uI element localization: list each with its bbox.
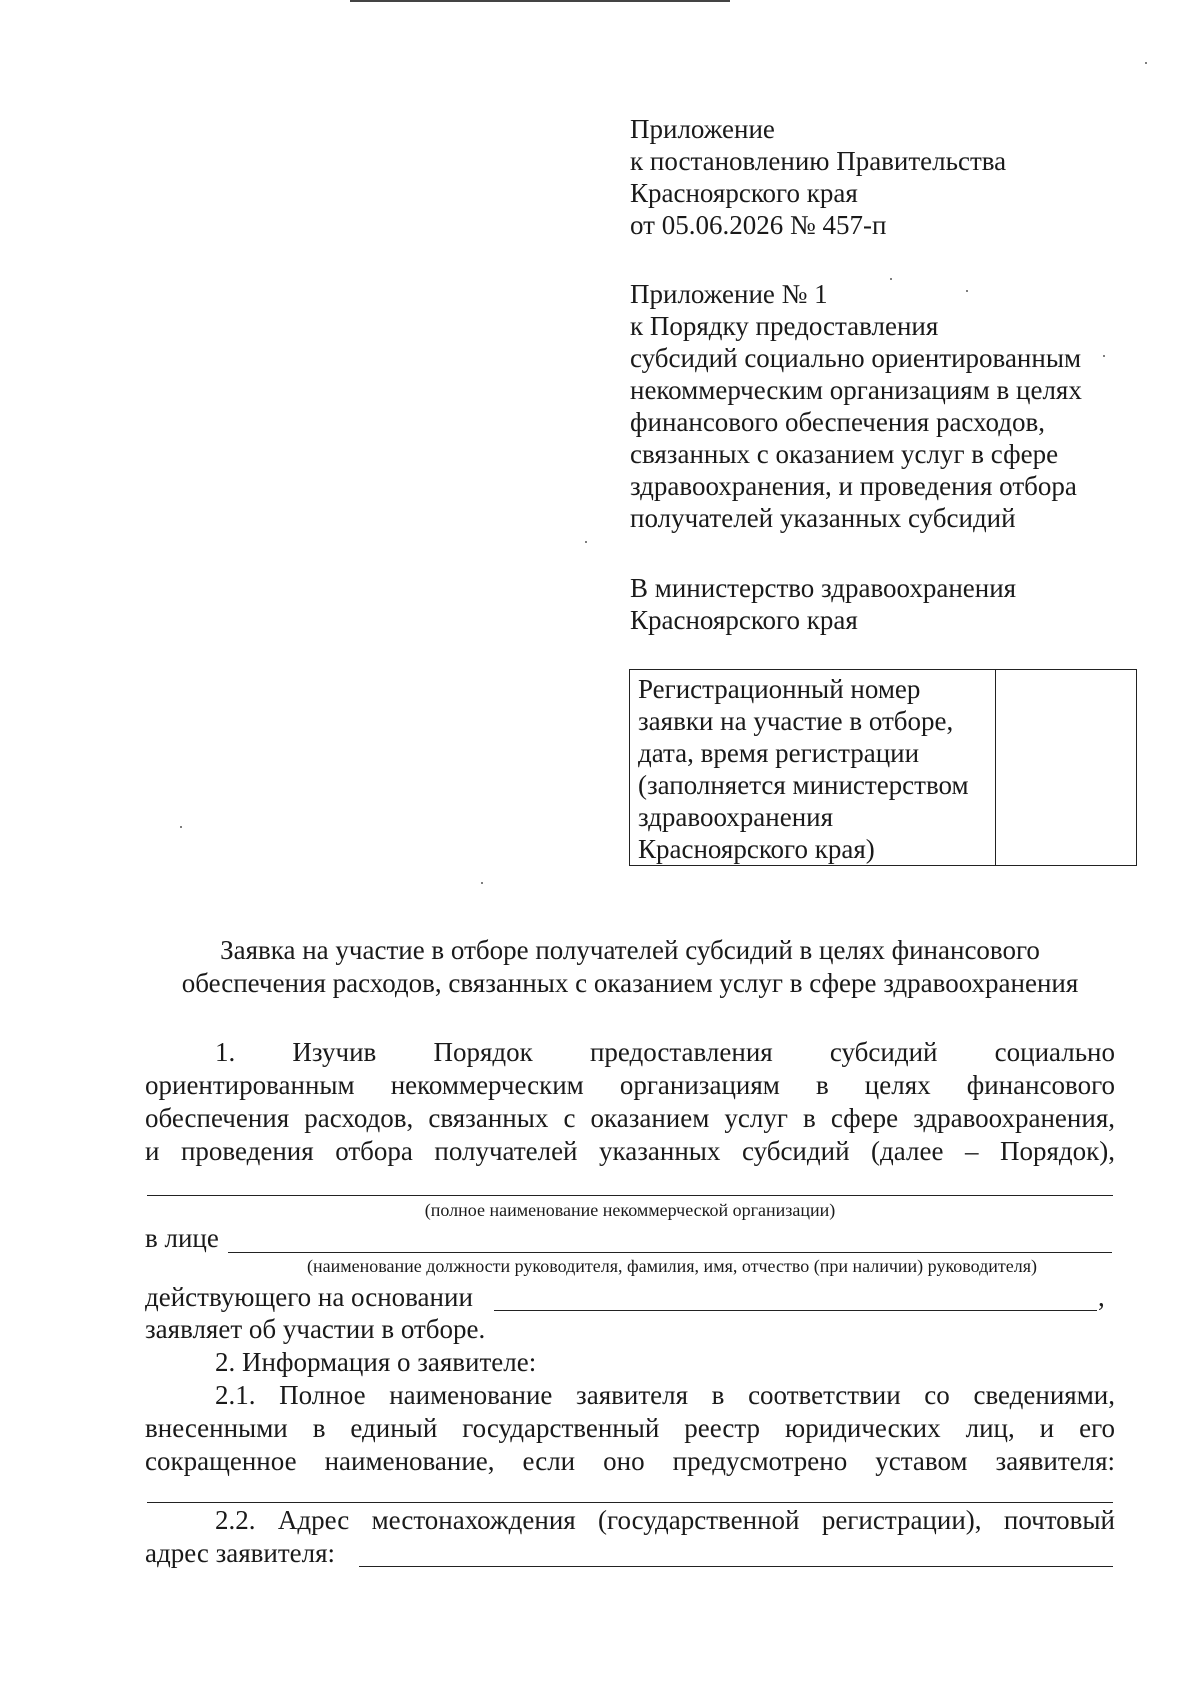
application-title-line-1: Заявка на участие в отборе получателей субсидий в целях финансового (220, 935, 1040, 965)
section1-line: и проведения отбора получателей указанных субсидий (далее – Порядок), (145, 1136, 1115, 1166)
basis-comma: , (1098, 1282, 1105, 1312)
scan-speck (1145, 62, 1147, 64)
application-title-line-2: обеспечения расходов, связанных с оказанием услуг в сфере здравоохранения (181, 968, 1079, 998)
registration-label-line: (заполняется министерством (638, 770, 969, 800)
scan-speck (481, 882, 483, 884)
head-name-caption: (наименование должности руководителя, фамилия, имя, отчество (при наличии) руководителя) (306, 1256, 1038, 1276)
registration-label (630, 670, 996, 865)
scan-speck (890, 278, 892, 280)
appendix-header-line: к постановлению Правительства (630, 146, 1007, 176)
appendix-header-line: от 05.06.2026 № 457-п (630, 210, 887, 240)
registration-number-box (629, 669, 1137, 866)
section1-line: ориентированным некоммерческим организациям в целях финансового (145, 1070, 1115, 1100)
basis-label: действующего на основании (145, 1282, 473, 1312)
registration-label-line: Красноярского края) (638, 834, 875, 864)
address-field[interactable] (359, 1566, 1113, 1567)
org-name-field[interactable] (147, 1195, 1113, 1196)
scan-speck (966, 290, 968, 292)
page-top-edge (350, 0, 730, 2)
item21-line: 2.1. Полное наименование заявителя в соответствии со сведениями, (215, 1380, 1115, 1410)
section1-line: обеспечения расходов, связанных с оказанием услуг в сфере здравоохранения, (145, 1103, 1115, 1133)
scan-speck (180, 826, 182, 828)
head-name-field[interactable] (228, 1252, 1112, 1253)
section2-heading: 2. Информация о заявителе: (215, 1347, 537, 1377)
order-appendix-line: связанных с оказанием услуг в сфере (630, 439, 1059, 469)
addressee (630, 572, 1016, 636)
item21-line: сокращенное наименование, если оно предусмотрено уставом заявителя: (145, 1446, 1115, 1476)
item22-line: 2.2. Адрес местонахождения (государственной регистрации), почтовый (215, 1505, 1115, 1535)
order-appendix-line: к Порядку предоставления (630, 311, 939, 341)
applicant-name-field[interactable] (147, 1502, 1113, 1503)
appendix-header-line: Приложение (630, 114, 775, 144)
registration-value-field[interactable] (996, 670, 1136, 865)
declares-participation: заявляет об участии в отборе. (145, 1314, 486, 1344)
registration-label-line: Регистрационный номер (638, 674, 921, 704)
basis-field[interactable] (494, 1310, 1097, 1311)
addressee-line: Красноярского края (630, 605, 858, 635)
registration-label-line: дата, время регистрации (638, 738, 920, 768)
registration-label-line: здравоохранения (638, 802, 834, 832)
registration-label-line: заявки на участие в отборе, (638, 706, 954, 736)
address-label: адрес заявителя: (145, 1538, 336, 1568)
item21-line: внесенными в единый государственный реестр юридических лиц, и его (145, 1413, 1115, 1443)
order-appendix-line: финансового обеспечения расходов, (630, 407, 1045, 437)
in-person-label: в лице (145, 1223, 219, 1253)
section1-line: 1. Изучив Порядок предоставления субсидий социально (215, 1037, 1115, 1067)
scan-speck (585, 541, 587, 543)
order-appendix-line: получателей указанных субсидий (630, 503, 1016, 533)
appendix-header (630, 113, 1006, 241)
order-appendix-line: субсидий социально ориентированным (630, 343, 1082, 373)
order-appendix-line: некоммерческим организациям в целях (630, 375, 1082, 405)
addressee-line: В министерство здравоохранения (630, 573, 1017, 603)
order-appendix-line: Приложение № 1 (630, 279, 828, 309)
appendix-header-line: Красноярского края (630, 178, 858, 208)
org-name-caption: (полное наименование некоммерческой организации) (424, 1200, 836, 1220)
scan-speck (1103, 355, 1105, 357)
order-appendix-line: здравоохранения, и проведения отбора (630, 471, 1077, 501)
order-appendix-header (630, 278, 1082, 534)
